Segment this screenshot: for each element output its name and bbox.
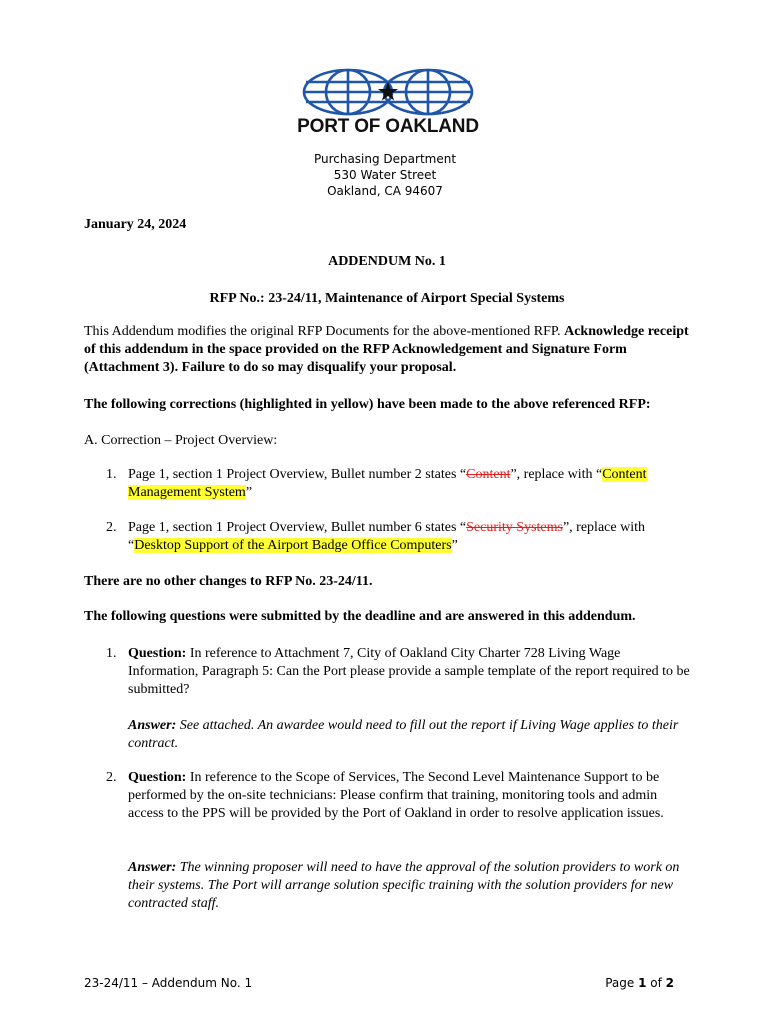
correction-2-number: 2. — [106, 520, 117, 535]
question-1-label: Question: — [128, 646, 187, 661]
globe-logo-icon — [286, 66, 490, 118]
correction-1 — [128, 466, 690, 502]
answer-1-label: Answer: — [128, 718, 177, 733]
addendum-title: ADDENDUM No. 1 — [328, 254, 446, 269]
address-line-3: Oakland, CA 94607 — [327, 184, 443, 198]
answer-2-label: Answer: — [128, 860, 177, 875]
correction-1-open-quote: “ — [595, 467, 603, 482]
footer-doc-id: 23-24/11 – Addendum No. 1 — [84, 976, 253, 990]
intro-text: This Addendum modifies the original RFP Documents for the above-mentioned RFP. — [84, 324, 565, 339]
page-of: of — [646, 976, 666, 990]
question-2-number: 2. — [106, 770, 117, 785]
rfp-title: RFP No.: 23-24/11, Maintenance of Airport Special Systems — [209, 291, 565, 306]
address-line-1: Purchasing Department — [313, 152, 457, 166]
correction-1-number: 1. — [106, 467, 117, 482]
document-date: January 24, 2024 — [84, 217, 187, 232]
correction-1-close-quote: ” — [245, 485, 253, 500]
answer-1 — [128, 717, 690, 753]
section-a-heading: A. Correction – Project Overview: — [84, 433, 278, 448]
question-1-text: In reference to Attachment 7, City of Oakland City Charter 728 Living Wage Information, Paragraph 5: Can the Port please provide a sample template of the report required to be submitted? — [128, 646, 690, 697]
intro-acknowledge-text: Acknowledge receipt of this addendum in the space provided on the RFP Acknowledgement and Signature Form (Attachment 3). Failure to do so may disqualify your proposal. — [84, 324, 689, 375]
intro-paragraph — [84, 323, 690, 377]
question-2 — [128, 769, 690, 823]
page-current: 1 — [638, 976, 647, 990]
no-other-changes: There are no other changes to RFP No. 23-24/11. — [84, 574, 373, 589]
correction-1-struck-text: Content — [466, 467, 511, 482]
question-2-label: Question: — [128, 770, 187, 785]
page-total: 2 — [665, 976, 674, 990]
answer-1-text: See attached. An awardee would need to fill out the report if Living Wage applies to their contract. — [128, 718, 679, 751]
correction-2-open-quote: “ — [128, 538, 135, 553]
correction-2-highlight: Desktop Support of the Airport Badge Office Computers — [134, 538, 452, 553]
org-name: PORT OF OAKLAND — [297, 116, 479, 137]
correction-2-mid-text: ”, replace with — [562, 520, 645, 535]
correction-1-text: Page 1, section 1 Project Overview, Bullet number 2 states “ — [128, 467, 467, 482]
question-1-number: 1. — [106, 646, 117, 661]
corrections-heading: The following corrections (highlighted in yellow) have been made to the above referenced RFP: — [84, 397, 651, 412]
correction-2-close-quote: ” — [451, 538, 458, 553]
answer-2 — [128, 859, 690, 913]
footer-page-number — [605, 976, 674, 990]
correction-2 — [128, 519, 690, 555]
question-1 — [128, 645, 690, 699]
correction-2-text: Page 1, section 1 Project Overview, Bullet number 6 states “ — [128, 520, 467, 535]
page-prefix: Page — [605, 976, 639, 990]
correction-1-mid-text: ”, replace with — [510, 467, 596, 482]
correction-2-struck-text: Security Systems — [466, 520, 563, 535]
answer-2-text: The winning proposer will need to have the approval of the solution providers to work on their systems. The Port will arrange solution specific training with the solution providers for new contracted staff. — [128, 860, 680, 911]
questions-heading: The following questions were submitted by the deadline and are answered in this addendum. — [84, 609, 636, 624]
correction-1-highlight: Content Management System — [128, 467, 647, 500]
question-2-text: In reference to the Scope of Services, The Second Level Maintenance Support to be performed by the on-site technicians: Please confirm that training, monitoring tools and admin access to the PPS will be provided by the Port of Oakland in order to resolve application issues. — [128, 770, 664, 821]
address-line-2: 530 Water Street — [333, 168, 437, 182]
